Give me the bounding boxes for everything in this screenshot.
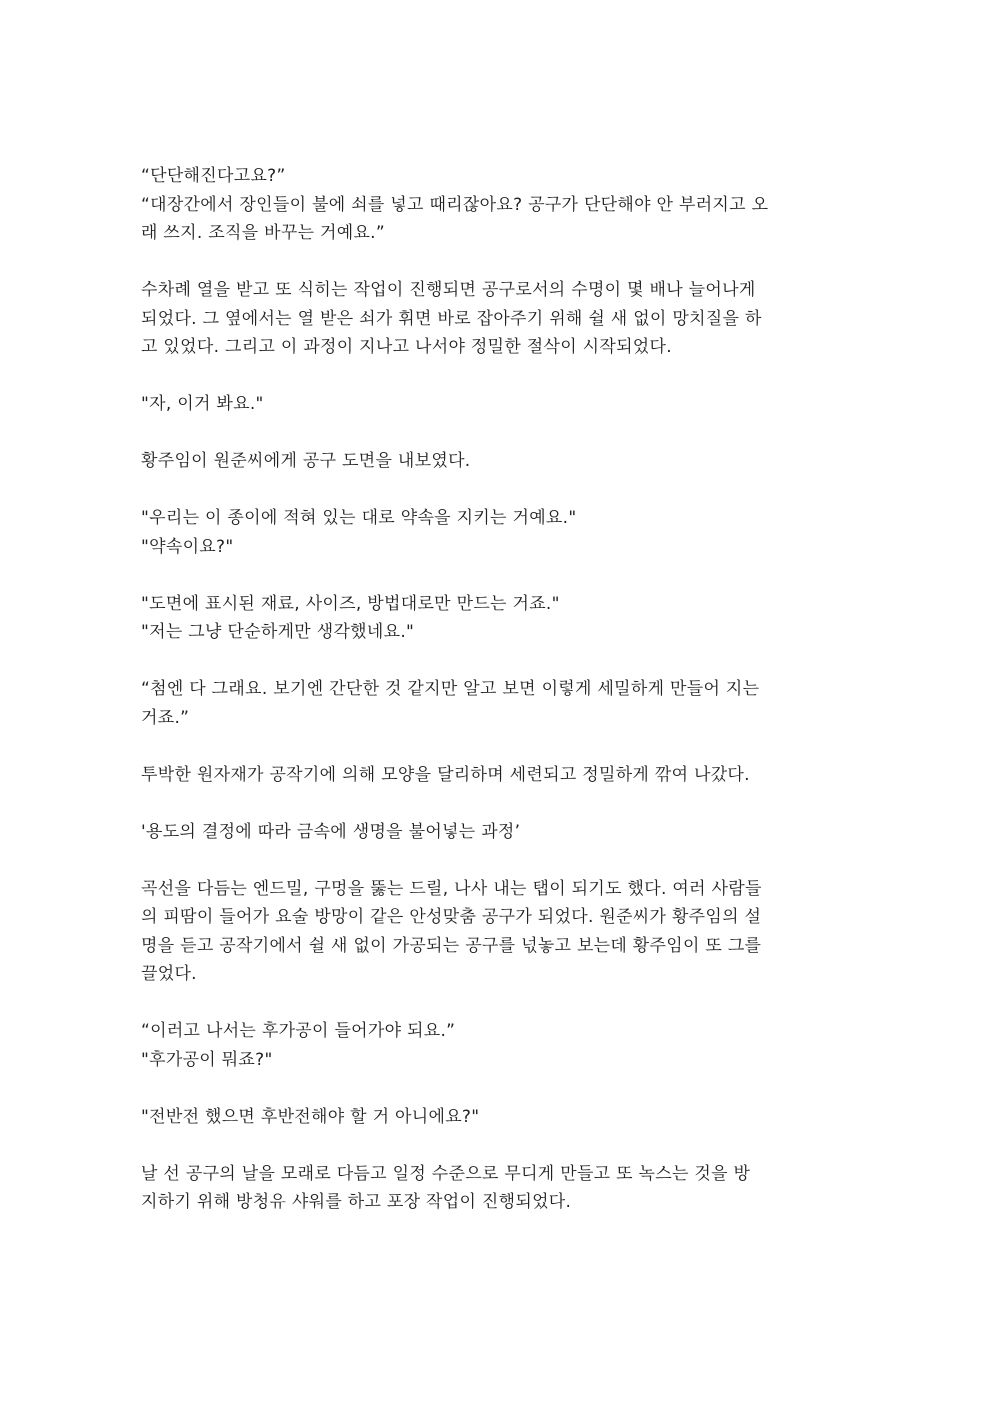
text-line: 날 선 공구의 날을 모래로 다듬고 일정 수준으로 무디게 만들고 또 녹스는 것을 방: [141, 1163, 751, 1184]
text-line: "도면에 표시된 재료, 사이즈, 방법대로만 만드는 거죠.": [141, 593, 560, 614]
paragraph-spacer: [141, 1074, 851, 1103]
text-line: 끌었다.: [141, 964, 197, 984]
text-line: 명을 듣고 공작기에서 쉴 새 없이 가공되는 공구를 넋놓고 보는데 황주임이 또 그를: [141, 935, 762, 956]
text-line: 곡선을 다듬는 엔드밀, 구멍을 뚫는 드릴, 나사 내는 탭이 되기도 했다. 여러 사람들: [141, 878, 762, 899]
paragraph: [141, 447, 851, 476]
text-line: 지하기 위해 방청유 샤워를 하고 포장 작업이 진행되었다.: [141, 1192, 572, 1212]
text-line: 고 있었다. 그리고 이 과정이 지나고 나서야 정밀한 절삭이 시작되었다.: [141, 337, 672, 357]
paragraph-spacer: [141, 476, 851, 505]
paragraph-spacer: [141, 362, 851, 391]
paragraph: [141, 1017, 851, 1046]
text-line: 되었다. 그 옆에서는 열 받은 쇠가 휘면 바로 잡아주기 위해 쉴 새 없이 망치질을 하: [141, 308, 762, 329]
paragraph-spacer: [141, 846, 851, 875]
text-line: 투박한 원자재가 공작기에 의해 모양을 달리하며 세련되고 정밀하게 깎여 나갔다.: [141, 764, 750, 785]
paragraph-spacer: [141, 561, 851, 590]
paragraph: [141, 191, 851, 248]
text-line: "후가공이 뭐죠?": [141, 1049, 273, 1070]
paragraph-spacer: [141, 647, 851, 676]
paragraph: [141, 533, 851, 562]
text-line: 수차례 열을 받고 또 식히는 작업이 진행되면 공구로서의 수명이 몇 배나 늘어나게: [141, 280, 756, 300]
text-line: "전반전 했으면 후반전해야 할 거 아니에요?": [141, 1106, 480, 1127]
paragraph: [141, 875, 851, 989]
text-line: “이러고 나서는 후가공이 들어가야 되요.”: [141, 1021, 456, 1041]
paragraph: [141, 1103, 851, 1132]
text-line: 의 피땀이 들어가 요술 방망이 같은 안성맞춤 공구가 되었다. 원준씨가 황주임의 설: [141, 907, 762, 927]
paragraph: [141, 590, 851, 619]
paragraph-spacer: [141, 989, 851, 1018]
document-body: [141, 162, 851, 1217]
text-line: "우리는 이 종이에 적혀 있는 대로 약속을 지키는 거예요.": [141, 508, 577, 528]
text-line: "저는 그냥 단순하게만 생각했네요.": [141, 622, 415, 642]
paragraph-spacer: [141, 419, 851, 448]
paragraph-spacer: [141, 732, 851, 761]
paragraph: [141, 818, 851, 847]
paragraph: [141, 162, 851, 191]
text-line: “첨엔 다 그래요. 보기엔 간단한 것 같지만 알고 보면 이렇게 세밀하게 만들어 지는: [141, 679, 760, 699]
text-line: “단단해진다고요?”: [141, 166, 286, 186]
paragraph: [141, 1160, 851, 1217]
text-line: 황주임이 원준씨에게 공구 도면을 내보였다.: [141, 451, 471, 471]
text-line: “대장간에서 장인들이 불에 쇠를 넣고 때리잖아요? 공구가 단단해야 안 부러지고 오: [141, 194, 769, 215]
text-line: 거죠.”: [141, 707, 190, 728]
paragraph: [141, 390, 851, 419]
paragraph: [141, 618, 851, 647]
text-line: "자, 이거 봐요.": [141, 394, 264, 414]
paragraph: [141, 675, 851, 732]
text-line: 래 쓰지. 조직을 바꾸는 거예요.”: [141, 223, 385, 243]
paragraph: [141, 276, 851, 362]
paragraph-spacer: [141, 789, 851, 818]
paragraph-spacer: [141, 248, 851, 277]
paragraph: [141, 1046, 851, 1075]
paragraph: [141, 761, 851, 790]
paragraph-spacer: [141, 1131, 851, 1160]
text-line: "약속이요?": [141, 536, 234, 557]
text-line: '용도의 결정에 따라 금속에 생명을 불어넣는 과정’: [141, 821, 521, 842]
paragraph: [141, 504, 851, 533]
